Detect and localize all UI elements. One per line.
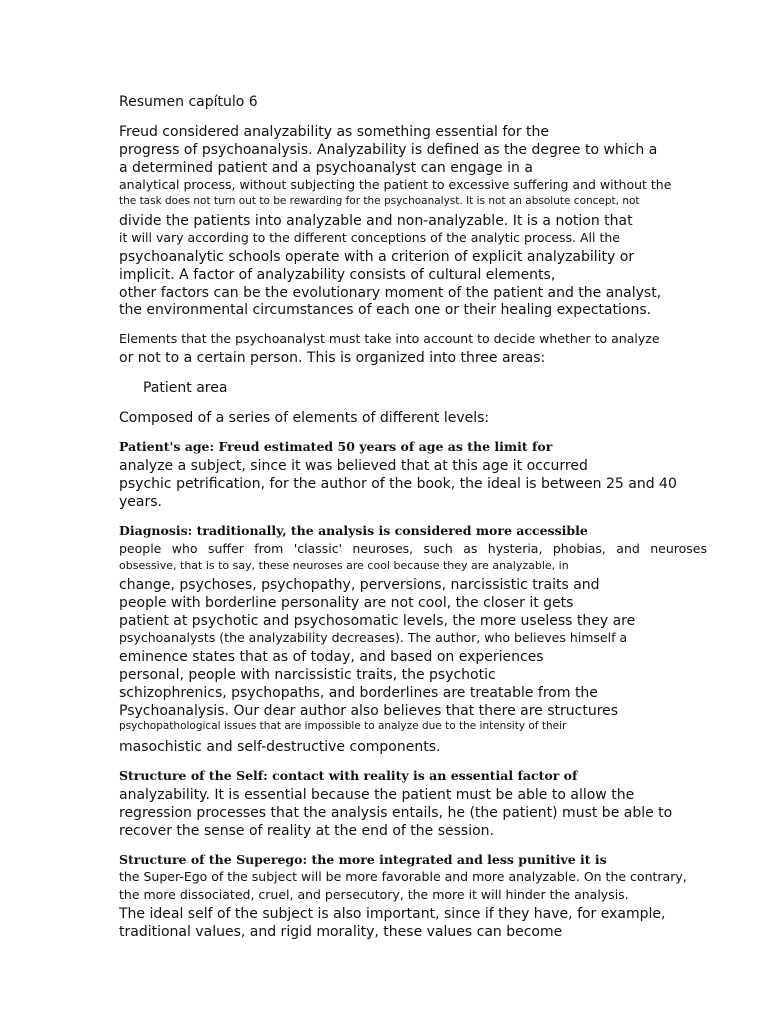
intro-line: psychoanalytic schools operate with a criterion of explicit analyzability or bbox=[119, 249, 635, 265]
diagnosis-line: psychoanalysts (the analyzability decreases). The author, who believes himself a bbox=[119, 630, 628, 645]
self-line: analyzability. It is essential because the patient must be able to allow the bbox=[119, 787, 635, 803]
diagnosis-line: psychopathological issues that are impossible to analyze due to the intensity of their bbox=[119, 720, 567, 732]
age-line: years. bbox=[119, 494, 162, 510]
age-line: analyze a subject, since it was believed that at this age it occurred bbox=[119, 458, 588, 474]
intro-line: it will vary according to the different conceptions of the analytic process. All the bbox=[119, 230, 620, 245]
intro-line: Freud considered analyzability as something essential for the bbox=[119, 124, 549, 140]
section-heading: Patient area bbox=[143, 380, 228, 396]
diagnosis-line: personal, people with narcissistic traits, the psychotic bbox=[119, 667, 496, 683]
superego-line: The ideal self of the subject is also important, since if they have, for example, bbox=[119, 906, 666, 922]
diagnosis-line: patient at psychotic and psychosomatic levels, the more useless they are bbox=[119, 613, 636, 629]
diagnosis-line: people with borderline personality are not cool, the closer it gets bbox=[119, 595, 574, 611]
self-heading: Structure of the Self: contact with reality is an essential factor of bbox=[119, 768, 578, 783]
intro-line: a determined patient and a psychoanalyst can engage in a bbox=[119, 160, 533, 176]
diagnosis-line: Psychoanalysis. Our dear author also believes that there are structures bbox=[119, 703, 619, 719]
diagnosis-line: masochistic and self-destructive components. bbox=[119, 739, 441, 755]
intro-line: the task does not turn out to be rewarding for the psychoanalyst. It is not an absolute concept, not bbox=[119, 195, 640, 207]
elements-line: or not to a certain person. This is organized into three areas: bbox=[119, 350, 546, 366]
intro-line: divide the patients into analyzable and non-analyzable. It is a notion that bbox=[119, 213, 633, 229]
superego-heading: Structure of the Superego: the more integrated and less punitive it is bbox=[119, 852, 607, 867]
composed-line: Composed of a series of elements of different levels: bbox=[119, 410, 490, 426]
self-line: recover the sense of reality at the end of the session. bbox=[119, 823, 494, 839]
diagnosis-line: eminence states that as of today, and based on experiences bbox=[119, 649, 544, 665]
diagnosis-line: change, psychoses, psychopathy, perversions, narcissistic traits and bbox=[119, 577, 600, 593]
intro-line: other factors can be the evolutionary moment of the patient and the analyst, bbox=[119, 285, 662, 301]
superego-line: the more dissociated, cruel, and persecutory, the more it will hinder the analysis. bbox=[119, 887, 629, 902]
age-line: psychic petrification, for the author of the book, the ideal is between 25 and 40 bbox=[119, 476, 677, 492]
superego-line: the Super-Ego of the subject will be more favorable and more analyzable. On the contrary, bbox=[119, 869, 687, 884]
diagnosis-line: schizophrenics, psychopaths, and borderlines are treatable from the bbox=[119, 685, 598, 701]
diagnosis-line: people who suffer from 'classic' neuroses, such as hysteria, phobias, and neuroses bbox=[119, 541, 707, 556]
document-title: Resumen capítulo 6 bbox=[119, 94, 258, 110]
diagnosis-line: obsessive, that is to say, these neuroses are cool because they are analyzable, in bbox=[119, 559, 569, 572]
age-heading: Patient's age: Freud estimated 50 years of age as the limit for bbox=[119, 439, 553, 454]
self-line: regression processes that the analysis entails, he (the patient) must be able to bbox=[119, 805, 673, 821]
intro-line: progress of psychoanalysis. Analyzability is defined as the degree to which a bbox=[119, 142, 658, 158]
elements-line: Elements that the psychoanalyst must take into account to decide whether to analyze bbox=[119, 331, 660, 346]
diagnosis-heading: Diagnosis: traditionally, the analysis is considered more accessible bbox=[119, 523, 588, 538]
superego-line: traditional values, and rigid morality, these values can become bbox=[119, 924, 563, 940]
intro-line: the environmental circumstances of each one or their healing expectations. bbox=[119, 302, 652, 318]
intro-line: analytical process, without subjecting the patient to excessive suffering and without the bbox=[119, 177, 672, 192]
intro-line: implicit. A factor of analyzability consists of cultural elements, bbox=[119, 267, 556, 283]
